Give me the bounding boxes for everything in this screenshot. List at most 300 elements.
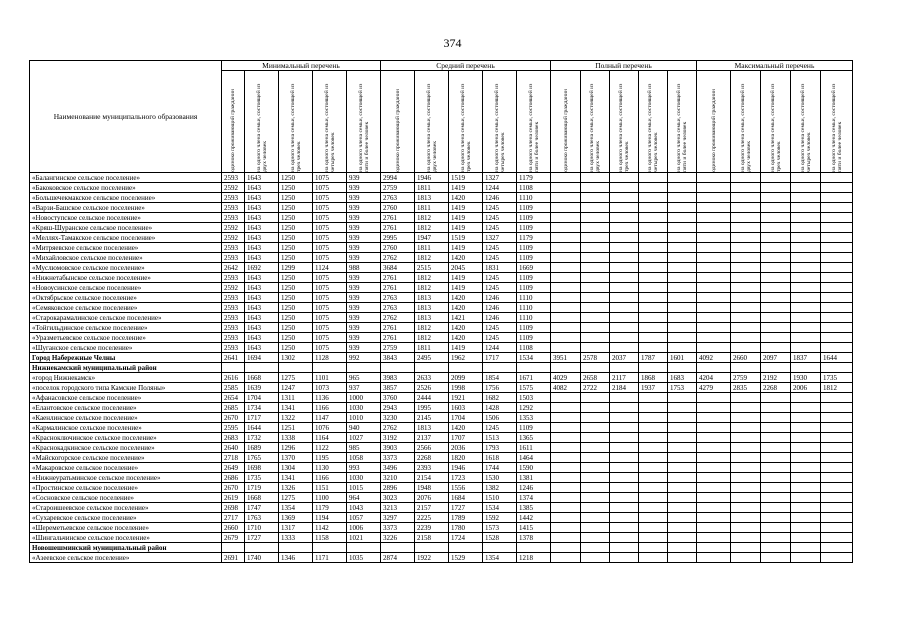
value-cell (639, 263, 668, 273)
value-cell (639, 463, 668, 473)
value-cell (639, 343, 668, 353)
value-cell (821, 293, 853, 303)
value-cell: 965 (347, 373, 381, 383)
value-cell: 1528 (483, 533, 517, 543)
value-cell (610, 223, 639, 233)
value-cell: 1275 (279, 373, 313, 383)
value-cell: 1338 (279, 433, 313, 443)
value-cell: 3843 (381, 353, 415, 363)
value-cell: 1251 (279, 423, 313, 433)
municipality-name: «Краснокадкинское сельское поселение» (30, 443, 222, 453)
value-cell (731, 343, 761, 353)
value-cell: 1442 (517, 513, 551, 523)
value-cell (761, 313, 791, 323)
value-cell: 1643 (245, 203, 279, 213)
municipality-name: «Меллях-Тамакское сельское поселение» (30, 233, 222, 243)
value-cell: 1643 (245, 243, 279, 253)
value-cell: 939 (347, 273, 381, 283)
value-cell: 2762 (381, 423, 415, 433)
value-cell: 1723 (449, 473, 483, 483)
value-cell: 1250 (279, 223, 313, 233)
page-number: 374 (443, 36, 462, 50)
value-cell: 1744 (483, 463, 517, 473)
value-cell: 939 (347, 203, 381, 213)
value-cell (821, 523, 853, 533)
value-cell (791, 393, 821, 403)
value-cell: 1732 (245, 433, 279, 443)
value-cell (697, 343, 731, 353)
value-cell: 2649 (222, 463, 245, 473)
value-cell: 2526 (415, 383, 449, 393)
group-header: Средний перечень (381, 61, 551, 71)
value-cell (697, 403, 731, 413)
subheader-label: на одного члена семьи, состоящей из трех человек (769, 83, 782, 172)
value-cell (610, 433, 639, 443)
value-cell (639, 253, 668, 263)
subheader-label: одиноко проживающий гражданин (394, 89, 401, 172)
value-cell: 1326 (279, 483, 313, 493)
cost-table (29, 60, 853, 563)
subheader-cell (517, 71, 551, 173)
value-cell: 2593 (222, 293, 245, 303)
value-cell: 2154 (415, 473, 449, 483)
municipality-name: «Нижнетабынское сельское поселение» (30, 273, 222, 283)
value-cell (581, 473, 610, 483)
value-cell (610, 233, 639, 243)
value-cell (821, 343, 853, 353)
value-cell: 2641 (222, 353, 245, 363)
value-cell: 1813 (415, 193, 449, 203)
value-cell: 939 (347, 253, 381, 263)
municipality-name: «Азеевское сельское поселение» (30, 553, 222, 563)
table-row (30, 533, 853, 543)
value-cell (551, 183, 581, 193)
value-cell: 1644 (245, 423, 279, 433)
value-cell (668, 543, 697, 553)
value-cell: 2619 (222, 493, 245, 503)
value-cell (731, 493, 761, 503)
value-cell: 2874 (381, 553, 415, 563)
value-cell (639, 403, 668, 413)
value-cell: 2995 (381, 233, 415, 243)
value-cell: 1464 (517, 453, 551, 463)
value-cell (697, 393, 731, 403)
value-cell (731, 473, 761, 483)
value-cell: 1109 (517, 423, 551, 433)
value-cell (791, 533, 821, 543)
value-cell (581, 453, 610, 463)
table-row (30, 463, 853, 473)
value-cell: 1643 (245, 173, 279, 183)
value-cell (761, 193, 791, 203)
subheader-label: на одного члена семьи, состоящей из четырех человек (493, 83, 506, 172)
value-cell: 1245 (483, 323, 517, 333)
value-cell (697, 303, 731, 313)
table-row (30, 253, 853, 263)
value-cell (639, 413, 668, 423)
value-cell (761, 503, 791, 513)
subheader-label: на одного члена семьи, состоящей из пяти и более человек (527, 83, 540, 172)
municipality-name: «Староишеевское сельское поселение» (30, 503, 222, 513)
table-row (30, 323, 853, 333)
value-cell: 1218 (517, 553, 551, 563)
value-cell (821, 533, 853, 543)
value-cell: 1179 (517, 173, 551, 183)
value-cell (761, 493, 791, 503)
value-cell (668, 243, 697, 253)
value-cell (731, 513, 761, 523)
value-cell (610, 403, 639, 413)
value-cell: 1246 (517, 483, 551, 493)
value-cell: 2722 (581, 383, 610, 393)
value-cell (610, 473, 639, 483)
value-cell: 4029 (551, 373, 581, 383)
value-cell (610, 413, 639, 423)
value-cell (581, 233, 610, 243)
value-cell: 3373 (381, 453, 415, 463)
value-cell (761, 183, 791, 193)
value-cell (731, 173, 761, 183)
value-cell (668, 273, 697, 283)
value-cell: 2268 (415, 453, 449, 463)
value-cell (791, 483, 821, 493)
value-cell: 1765 (245, 453, 279, 463)
value-cell (610, 193, 639, 203)
value-cell (222, 363, 245, 373)
value-cell (581, 443, 610, 453)
value-cell (415, 363, 449, 373)
value-cell (821, 193, 853, 203)
value-cell: 2593 (222, 193, 245, 203)
value-cell: 1724 (449, 533, 483, 543)
value-cell: 2593 (222, 323, 245, 333)
value-cell (668, 453, 697, 463)
value-cell: 1110 (517, 293, 551, 303)
value-cell (668, 443, 697, 453)
value-cell (639, 213, 668, 223)
value-cell (551, 203, 581, 213)
value-cell (761, 343, 791, 353)
subheader-label: на одного члена семьи, состоящей из трех человек (459, 83, 472, 172)
value-cell (610, 173, 639, 183)
value-cell (347, 363, 381, 373)
value-cell: 2683 (222, 433, 245, 443)
value-cell (639, 513, 668, 523)
value-cell: 1643 (245, 343, 279, 353)
value-cell: 2444 (415, 393, 449, 403)
value-cell: 3210 (381, 473, 415, 483)
value-cell (610, 333, 639, 343)
value-cell: 1683 (668, 373, 697, 383)
value-cell (610, 363, 639, 373)
value-cell (551, 423, 581, 433)
value-cell: 1668 (245, 373, 279, 383)
value-cell: 1245 (483, 223, 517, 233)
value-cell: 1075 (313, 273, 347, 283)
value-cell (581, 483, 610, 493)
value-cell (551, 293, 581, 303)
value-cell: 1946 (415, 173, 449, 183)
value-cell: 1419 (449, 283, 483, 293)
value-cell: 1245 (483, 243, 517, 253)
value-cell: 1179 (517, 233, 551, 243)
value-cell (347, 543, 381, 553)
value-cell (668, 193, 697, 203)
value-cell: 1420 (449, 423, 483, 433)
value-cell: 1378 (517, 533, 551, 543)
value-cell (697, 313, 731, 323)
value-cell: 3297 (381, 513, 415, 523)
value-cell (610, 273, 639, 283)
value-cell: 2495 (415, 353, 449, 363)
value-cell (668, 533, 697, 543)
value-cell (551, 363, 581, 373)
value-cell (697, 193, 731, 203)
value-cell: 2679 (222, 533, 245, 543)
table-row (30, 233, 853, 243)
value-cell: 1747 (245, 503, 279, 513)
value-cell (639, 203, 668, 213)
value-cell: 1075 (313, 173, 347, 183)
value-cell: 1369 (279, 513, 313, 523)
value-cell: 2566 (415, 443, 449, 453)
value-cell (761, 283, 791, 293)
value-cell (697, 293, 731, 303)
value-cell: 1643 (245, 333, 279, 343)
value-cell (668, 263, 697, 273)
value-cell (791, 433, 821, 443)
value-cell (697, 423, 731, 433)
value-cell (610, 523, 639, 533)
value-cell: 1735 (245, 473, 279, 483)
value-cell: 1073 (313, 383, 347, 393)
value-cell: 1740 (245, 553, 279, 563)
value-cell: 1000 (347, 393, 381, 403)
value-cell (791, 503, 821, 513)
value-cell: 2117 (610, 373, 639, 383)
value-cell: 2763 (381, 303, 415, 313)
value-cell: 940 (347, 423, 381, 433)
value-cell (581, 323, 610, 333)
value-cell (761, 513, 791, 523)
value-cell (761, 333, 791, 343)
subheader-cell (821, 71, 853, 173)
municipality-name: «Сосновское сельское поселение» (30, 493, 222, 503)
value-cell: 1109 (517, 333, 551, 343)
value-cell (668, 313, 697, 323)
value-cell: 1812 (415, 273, 449, 283)
value-cell (697, 413, 731, 423)
value-cell: 1245 (483, 423, 517, 433)
value-cell: 2097 (761, 353, 791, 363)
value-cell (731, 503, 761, 513)
value-cell (791, 273, 821, 283)
table-row (30, 263, 853, 273)
value-cell: 2037 (610, 353, 639, 363)
value-cell (610, 323, 639, 333)
municipality-name: «Шуганское сельское поселение» (30, 343, 222, 353)
value-cell (731, 363, 761, 373)
value-cell: 2718 (222, 453, 245, 463)
value-cell: 1420 (449, 333, 483, 343)
municipality-name: «город Нижнекамск» (30, 373, 222, 383)
value-cell: 2660 (222, 523, 245, 533)
value-cell (668, 233, 697, 243)
value-cell: 1682 (483, 393, 517, 403)
subheader-label: одиноко проживающий гражданин (710, 89, 717, 172)
municipality-name: «Михайловское сельское поселение» (30, 253, 222, 263)
value-cell (610, 503, 639, 513)
value-cell: 1158 (313, 533, 347, 543)
value-cell: 1643 (245, 233, 279, 243)
value-cell (821, 553, 853, 563)
value-cell (610, 453, 639, 463)
value-cell (697, 523, 731, 533)
value-cell: 1374 (517, 493, 551, 503)
value-cell: 1247 (279, 383, 313, 393)
value-cell (581, 393, 610, 403)
value-cell (821, 253, 853, 263)
value-cell: 2761 (381, 213, 415, 223)
value-cell (610, 213, 639, 223)
subheader-label: на одного члена семьи, состоящей из пяти и более человек (357, 83, 370, 172)
value-cell: 1006 (347, 523, 381, 533)
value-cell (610, 203, 639, 213)
value-cell (821, 273, 853, 283)
value-cell (761, 363, 791, 373)
value-cell: 1245 (483, 253, 517, 263)
value-cell: 3496 (381, 463, 415, 473)
value-cell (279, 543, 313, 553)
value-cell (791, 363, 821, 373)
value-cell (731, 203, 761, 213)
value-cell (761, 223, 791, 233)
group-header: Полный перечень (551, 61, 697, 71)
value-cell (697, 533, 731, 543)
value-cell: 1419 (449, 183, 483, 193)
value-cell (668, 463, 697, 473)
value-cell (697, 203, 731, 213)
table-row (30, 303, 853, 313)
value-cell: 3857 (381, 383, 415, 393)
value-cell (551, 333, 581, 343)
value-cell: 1075 (313, 183, 347, 193)
value-cell: 993 (347, 463, 381, 473)
value-cell (581, 313, 610, 323)
value-cell: 1420 (449, 293, 483, 303)
table-row (30, 333, 853, 343)
value-cell: 1419 (449, 273, 483, 283)
value-cell: 1275 (279, 493, 313, 503)
value-cell: 3903 (381, 443, 415, 453)
value-cell (761, 423, 791, 433)
value-cell (731, 433, 761, 443)
value-cell (761, 453, 791, 463)
value-cell (639, 313, 668, 323)
value-cell: 1727 (449, 503, 483, 513)
value-cell (581, 283, 610, 293)
value-cell: 1756 (483, 383, 517, 393)
table-row (30, 393, 853, 403)
group-header-row (30, 61, 853, 71)
subheader-cell (610, 71, 639, 173)
value-cell: 939 (347, 303, 381, 313)
value-cell (821, 443, 853, 453)
value-cell (551, 393, 581, 403)
value-cell (668, 303, 697, 313)
value-cell: 1689 (245, 443, 279, 453)
value-cell: 1812 (415, 223, 449, 233)
value-cell (668, 363, 697, 373)
value-cell: 939 (347, 333, 381, 343)
value-cell: 1136 (313, 393, 347, 403)
value-cell: 1575 (517, 383, 551, 393)
value-cell: 4092 (697, 353, 731, 363)
value-cell (668, 513, 697, 523)
value-cell (639, 223, 668, 233)
value-cell: 1643 (245, 183, 279, 193)
group-header: Минимальный перечень (222, 61, 381, 71)
subheader-cell (761, 71, 791, 173)
value-cell (581, 513, 610, 523)
value-cell (761, 403, 791, 413)
municipality-name: «Красноключинское сельское поселение» (30, 433, 222, 443)
value-cell (791, 473, 821, 483)
value-cell (731, 453, 761, 463)
table-row (30, 283, 853, 293)
value-cell: 1710 (245, 523, 279, 533)
value-cell (821, 483, 853, 493)
value-cell: 1246 (483, 313, 517, 323)
value-cell (581, 333, 610, 343)
value-cell (483, 543, 517, 553)
value-cell: 1694 (245, 353, 279, 363)
value-cell (791, 453, 821, 463)
value-cell (668, 283, 697, 293)
municipality-name: «Кряш-Шуранское сельское поселение» (30, 223, 222, 233)
value-cell (697, 333, 731, 343)
value-cell (791, 493, 821, 503)
subheader-cell (731, 71, 761, 173)
table-row (30, 173, 853, 183)
value-cell (551, 343, 581, 353)
value-cell (610, 543, 639, 553)
value-cell: 988 (347, 263, 381, 273)
value-cell (821, 323, 853, 333)
value-cell: 1076 (313, 423, 347, 433)
value-cell (821, 463, 853, 473)
municipality-name-header: Наименование муниципального образования (30, 61, 222, 173)
value-cell (610, 263, 639, 273)
value-cell: 2592 (222, 223, 245, 233)
value-cell (697, 283, 731, 293)
value-cell: 1075 (313, 193, 347, 203)
value-cell (821, 333, 853, 343)
value-cell: 1109 (517, 273, 551, 283)
value-cell (551, 413, 581, 423)
value-cell: 4082 (551, 383, 581, 393)
value-cell (313, 363, 347, 373)
value-cell: 2896 (381, 483, 415, 493)
value-cell (245, 363, 279, 373)
value-cell: 2616 (222, 373, 245, 383)
table-row (30, 433, 853, 443)
value-cell: 1707 (449, 433, 483, 443)
value-cell: 1245 (483, 203, 517, 213)
value-cell (668, 173, 697, 183)
value-cell (731, 223, 761, 233)
value-cell: 1075 (313, 203, 347, 213)
